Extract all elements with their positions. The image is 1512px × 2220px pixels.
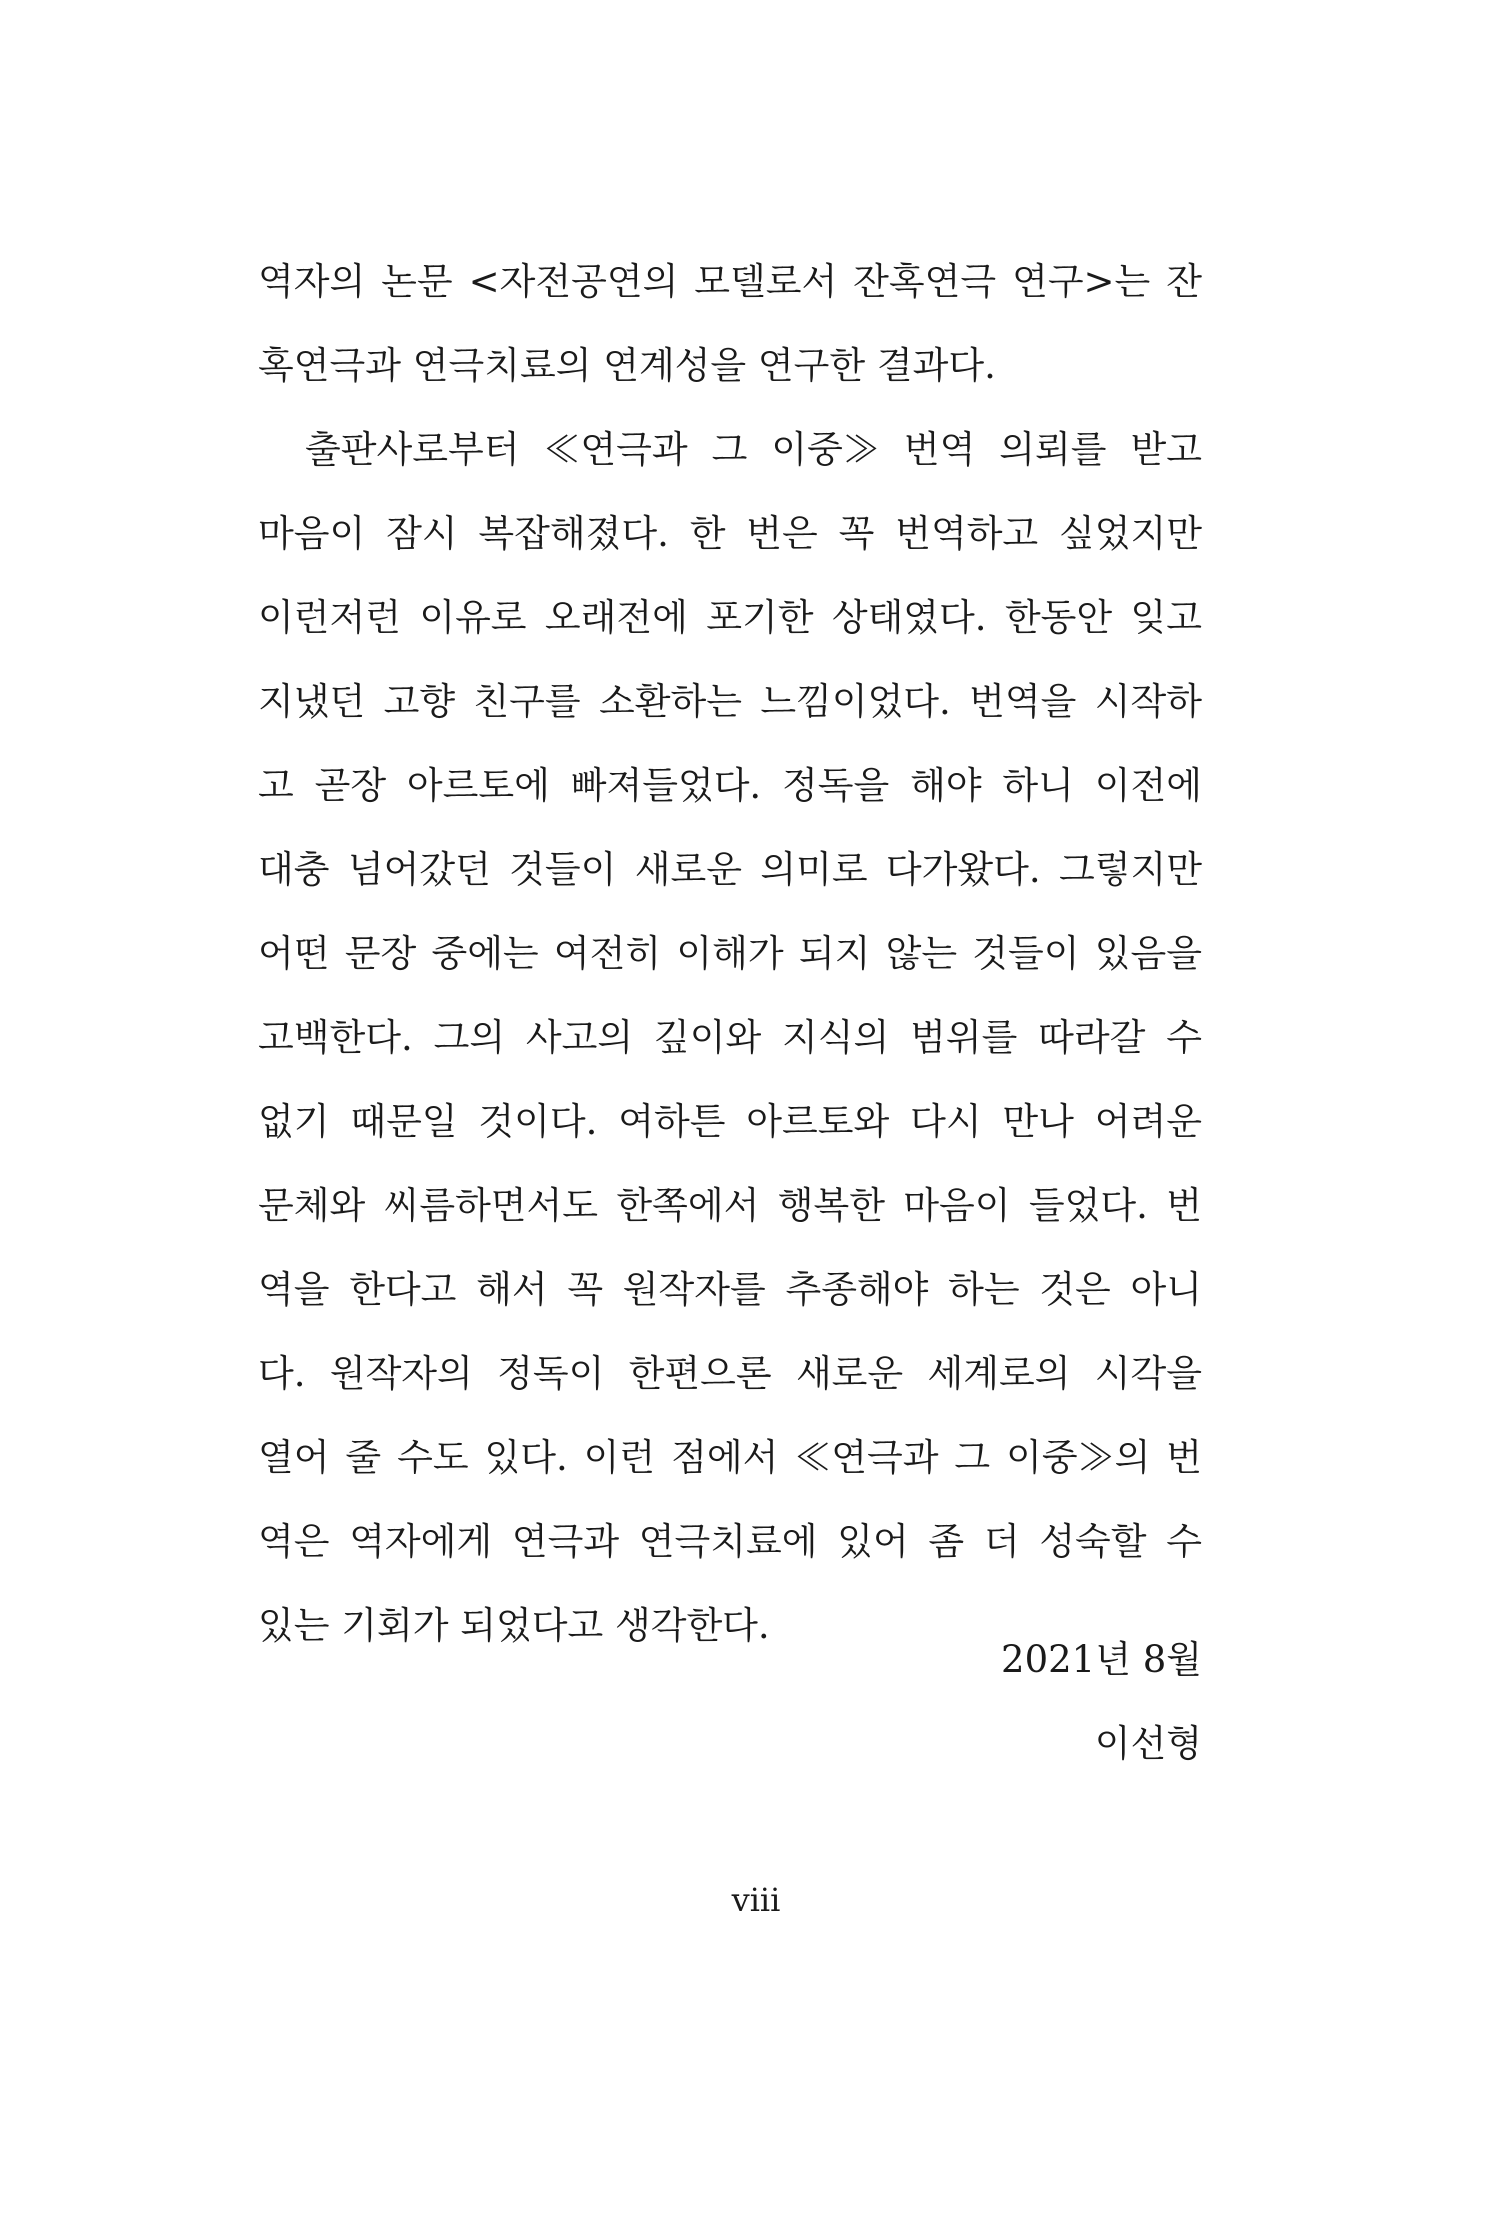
signature-name: 이선형 xyxy=(1094,1722,1202,1765)
text-line: 역은 역자에게 연극과 연극치료에 있어 좀 더 성숙할 수 xyxy=(258,1520,1202,1563)
text-line: 고 곧장 아르토에 빠져들었다. 정독을 해야 하니 이전에 xyxy=(258,764,1202,807)
text-line: 있는 기회가 되었다고 생각한다. xyxy=(258,1604,770,1647)
text-line: 혹연극과 연극치료의 연계성을 연구한 결과다. xyxy=(258,344,996,387)
text-line: 역자의 논문 <자전공연의 모델로서 잔혹연극 연구>는 잔 xyxy=(258,260,1202,303)
text-line: 출판사로부터 ≪연극과 그 이중≫ 번역 의뢰를 받고 xyxy=(305,428,1202,471)
text-line: 어떤 문장 중에는 여전히 이해가 되지 않는 것들이 있음을 xyxy=(258,932,1202,975)
text-line: 열어 줄 수도 있다. 이런 점에서 ≪연극과 그 이중≫의 번 xyxy=(258,1436,1202,1479)
text-line: 고백한다. 그의 사고의 깊이와 지식의 범위를 따라갈 수 xyxy=(258,1016,1202,1059)
page-number: viii xyxy=(731,1881,781,1919)
paragraph-2 xyxy=(258,408,1202,1668)
preface-body xyxy=(258,240,1202,1668)
text-line: 마음이 잠시 복잡해졌다. 한 번은 꼭 번역하고 싶었지만 xyxy=(258,512,1202,555)
text-line: 지냈던 고향 친구를 소환하는 느낌이었다. 번역을 시작하 xyxy=(258,680,1202,723)
text-line: 없기 때문일 것이다. 여하튼 아르토와 다시 만나 어려운 xyxy=(258,1100,1202,1143)
signature-block xyxy=(1001,1618,1202,1786)
text-line: 다. 원작자의 정독이 한편으론 새로운 세계로의 시각을 xyxy=(258,1352,1202,1395)
text-line: 역을 한다고 해서 꼭 원작자를 추종해야 하는 것은 아니 xyxy=(258,1268,1202,1311)
text-line: 이런저런 이유로 오래전에 포기한 상태였다. 한동안 잊고 xyxy=(258,596,1202,639)
signature-date: 2021년 8월 xyxy=(1001,1638,1202,1681)
text-line: 대충 넘어갔던 것들이 새로운 의미로 다가왔다. 그렇지만 xyxy=(258,848,1202,891)
paragraph-1 xyxy=(258,240,1202,408)
text-line: 문체와 씨름하면서도 한쪽에서 행복한 마음이 들었다. 번 xyxy=(258,1184,1202,1227)
